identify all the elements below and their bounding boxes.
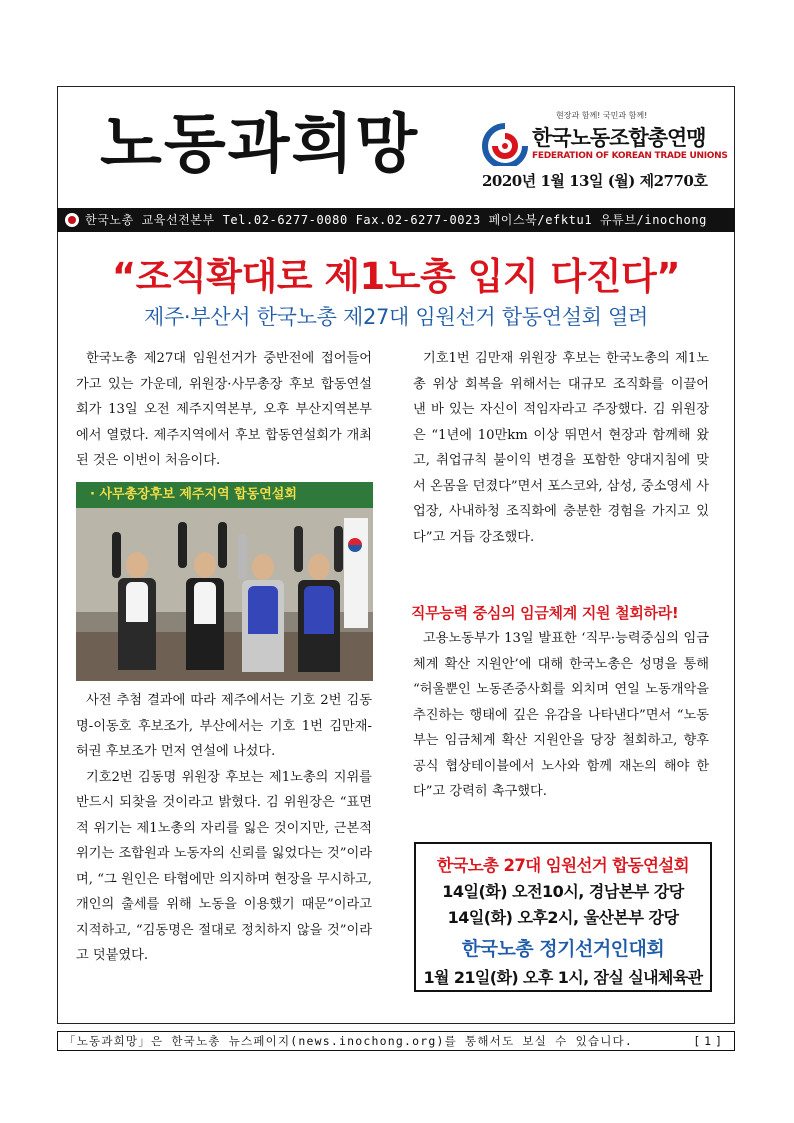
notice-line-4: 한국노총 정기선거인대회 — [461, 938, 665, 960]
paragraph: 한국노총 제27대 임원선거가 중반전에 접어들어가고 있는 가운데, 위원장·사무총장 후보 합동연설회가 13일 오전 제주지역본부, 오후 부산지역본부에서 열렸다. 제주지역에서 후보 합동연설회가 개최된 것은 이번이 처음이다. — [76, 351, 372, 468]
section-title: 직무능력 중심의 임금체계 지원 철회하라! — [411, 604, 679, 622]
notice-line-3: 14일(화) 오후2시, 울산본부 강당 — [447, 908, 679, 927]
masthead-title: 노동과희망 — [100, 107, 420, 182]
footer-text: 「노동과희망」은 한국노총 뉴스페이지(news.inochong.org)를 통해서도 보실 수 있습니다. — [64, 1034, 633, 1048]
notice-line-5: 1월 21일(화) 오후 1시, 잠실 실내체육관 — [423, 968, 703, 987]
issue-dateline: 2020년 1월 13일 (월) 제2770호 — [482, 172, 708, 190]
article-right-bottom — [413, 626, 709, 805]
article-right-top — [413, 346, 709, 550]
contact-info-bar — [57, 208, 735, 232]
article-left-top — [76, 346, 372, 474]
page-number: [1] — [693, 1034, 726, 1048]
org-name-english: FEDERATION OF KOREAN TRADE UNIONS — [532, 151, 728, 161]
org-logo-icon — [480, 122, 530, 166]
headline: “조직확대로 제1노총 입지 다진다” — [111, 255, 681, 298]
small-logo-icon — [65, 213, 79, 227]
event-notice-box — [414, 842, 712, 992]
paragraph: 고용노동부가 13일 발표한 ‘직무·능력중심의 임금체계 확산 지원안’에 대해 한국노총은 성명을 통해 “허울뿐인 노동존중사회를 외치며 연일 노동개악을 추진하는 행태에 깊은 유감을 나타낸다”면서 “노동부는 임금체계 확산 지원안을 당장 철회하고, 향후 공식 협상테이블에서 노사와 함께 재논의 해야 한다”고 강력히 촉구했다. — [413, 631, 709, 799]
tagline: 현장과 함께! 국민과 함께! — [556, 111, 648, 120]
notice-line-1: 한국노총 27대 임원선거 합동연설회 — [437, 856, 689, 875]
paragraph: 사전 추첨 결과에 따라 제주에서는 기호 2번 김동명-이동호 후보조가, 부산에서는 기호 1번 김만재-허권 후보조가 먼저 연설에 나섰다. — [76, 693, 372, 759]
subheadline: 제주·부산서 한국노총 제27대 임원선거 합동연설회 열려 — [143, 305, 649, 329]
footer-bar — [57, 1031, 735, 1051]
paragraph: 기호2번 김동명 위원장 후보는 제1노총의 지위를 반드시 되찾을 것이라고 밝혔다. 김 위원장은 “표면적 위기는 제1노총의 자리를 잃은 것이지만, 근본적 위기는 조합원과 노동자의 신뢰를 잃었다는 것”이라며, “그 원인은 타협에만 의지하며 현장을 무시하고, 개인의 출세를 위해 노동을 이용했기 때문”이라고 지적하고, “김동명은 절대로 정치하지 않을 것”이라고 덧붙였다. — [76, 769, 372, 963]
flag-icon — [344, 518, 368, 628]
paragraph: 기호1번 김만재 위원장 후보는 한국노총의 제1노총 위상 회복을 위해서는 대규모 조직화를 이끌어 낸 바 있는 자신이 적임자라고 주장했다. 김 위원장은 “1년에 10만km 이상 뛰면서 현장과 함께해 왔고, 취업규칙 불이익 변경을 포함한 양대지침에 맞서 온몸을 던졌다”면서 포스코와, 삼성, 중소영세 사업장, 사내하청 조직화에 충분한 경험을 가지고 있다”고 거듭 강조했다. — [413, 351, 709, 545]
photo-banner: · 사무총장후보 제주지역 합동연설회 — [76, 482, 373, 508]
org-name: 한국노동조합총연맹 — [532, 126, 706, 150]
news-photo — [76, 482, 373, 681]
notice-line-2: 14일(화) 오전10시, 경남본부 강당 — [442, 882, 684, 901]
article-left-bottom — [76, 688, 372, 969]
contact-info-text: 한국노총 교육선전본부 Tel.02-6277-0080 Fax.02-6277-0023 페이스북/efktu1 유튜브/inochong — [85, 213, 707, 227]
